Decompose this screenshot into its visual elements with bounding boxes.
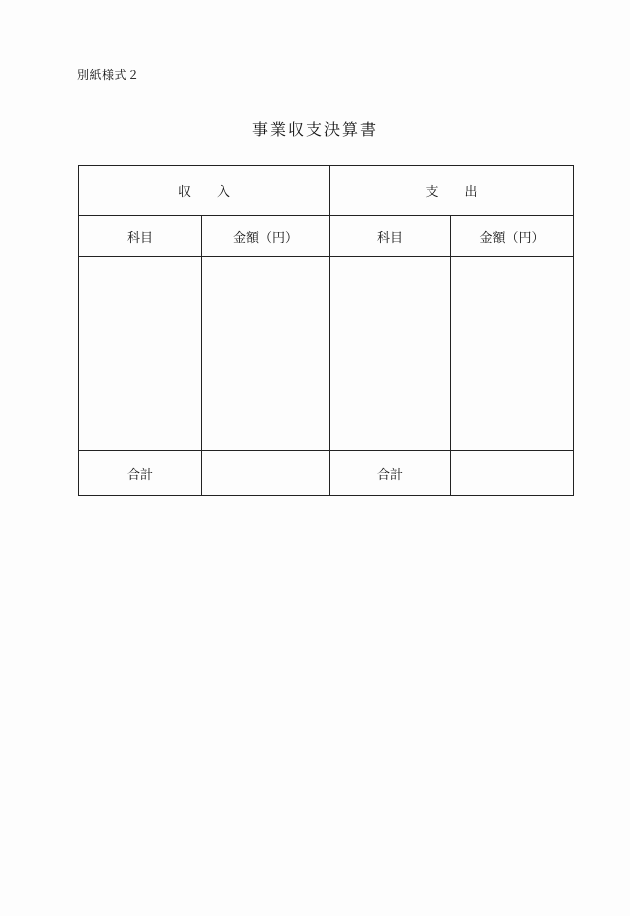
form-label: 別紙様式２ — [77, 68, 140, 82]
entry-row — [79, 257, 574, 451]
expense-total-amount-cell — [451, 451, 574, 496]
expense-total-label: 合計 — [330, 451, 451, 496]
income-header-char1: 収 — [177, 185, 191, 200]
expense-amount-cell — [451, 257, 574, 451]
expense-item-column-header: 科目 — [330, 216, 451, 257]
expense-item-cell — [330, 257, 451, 451]
income-header-char2: 入 — [217, 185, 231, 200]
income-amount-column-header: 金額（円） — [202, 216, 330, 257]
income-amount-cell — [202, 257, 330, 451]
expense-section-header — [330, 166, 574, 216]
expense-amount-column-header: 金額（円） — [451, 216, 574, 257]
income-total-amount-cell — [202, 451, 330, 496]
column-header-row — [79, 216, 574, 257]
section-header-row — [79, 166, 574, 216]
page-title: 事業収支決算書 — [251, 120, 378, 139]
income-section-header — [79, 166, 330, 216]
income-item-cell — [79, 257, 202, 451]
income-item-column-header: 科目 — [79, 216, 202, 257]
income-total-label: 合計 — [79, 451, 202, 496]
expense-header-char1: 支 — [425, 185, 439, 200]
expense-header-char2: 出 — [464, 185, 478, 200]
total-row — [79, 451, 574, 496]
income-expense-table — [78, 165, 574, 496]
